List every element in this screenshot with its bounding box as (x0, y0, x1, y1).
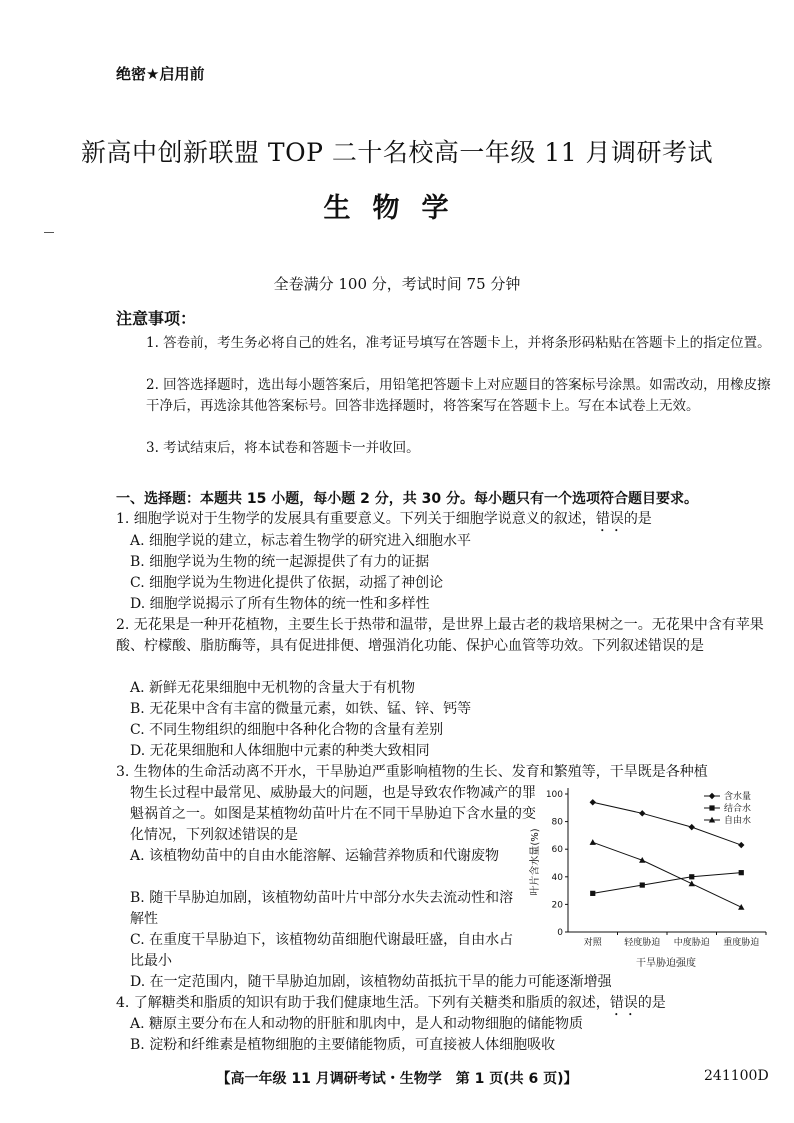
question-1-option-b: B. 细胞学说为生物的统一起源提供了有力的证据 (130, 554, 430, 570)
chart-x-axis-label: 干旱胁迫强度 (636, 958, 696, 969)
notice-heading: 注意事项： (116, 309, 197, 328)
paper-code: 241100D (704, 1068, 769, 1084)
question-3-option-d: D. 在一定范围内，随干旱胁迫加剧，该植物幼苗抵抗干旱的能力可能逐渐增强 (130, 974, 612, 990)
notice-item-3: 3. 考试结束后，将本试卷和答题卡一并收回。 (146, 440, 420, 456)
chart-series-line-0 (593, 802, 742, 845)
chart-y-tick-label: 60 (551, 845, 563, 856)
question-3-option-b: B. 随干旱胁迫加剧，该植物幼苗叶片中部分水失去流动性和溶解性 (130, 890, 514, 927)
question-2-option-b: B. 无花果中含有丰富的微量元素，如铁、锰、锌、钙等 (130, 701, 472, 717)
question-1-option-a: A. 细胞学说的建立，标志着生物学的研究进入细胞水平 (130, 533, 472, 549)
exam-meta: 全卷满分 100 分，考试时间 75 分钟 (273, 275, 521, 293)
question-4-stem-text: 4. 了解糖类和脂质的知识有助于我们健康地生活。下列有关糖类和脂质的叙述， (116, 995, 610, 1011)
chart-y-tick-label: 100 (545, 790, 563, 800)
chart-legend-label: 结合水 (724, 804, 752, 814)
question-2-option-c: C. 不同生物组织的细胞中各种化合物的含量有差别 (130, 722, 444, 738)
exam-title: 新高中创新联盟 TOP 二十名校高一年级 11 月调研考试 (80, 138, 714, 167)
chart-point-1-0 (590, 891, 595, 896)
page-footer: 【高一年级 11 月调研考试・生物学 第 1 页(共 6 页)】 (216, 1071, 578, 1087)
question-4-option-a: A. 糖原主要分布在人和动物的肝脏和肌肉中，是人和动物细胞的储能物质 (130, 1016, 584, 1032)
chart-x-tick-label: 对照 (583, 938, 602, 948)
question-1-option-d: D. 细胞学说揭示了所有生物体的统一性和多样性 (130, 596, 430, 612)
chart-legend-marker (709, 805, 714, 810)
chart-legend-label: 自由水 (724, 816, 752, 826)
question-3-stem-rest: 物生长过程中最常见、威胁最大的问题，也是导致农作物减产的罪魁祸首之一。如图是某植物幼苗叶片在不同干旱胁迫下含水量的变化情况，下列叙述错误的是 (130, 785, 536, 843)
chart-y-tick-label: 20 (551, 900, 563, 911)
question-2-option-d: D. 无花果细胞和人体细胞中元素的种类大致相同 (130, 743, 430, 759)
question-1-option-c: C. 细胞学说为生物进化提供了依据，动摇了神创论 (130, 575, 444, 591)
chart-series-line-1 (593, 873, 742, 894)
chart-y-tick-label: 0 (557, 928, 563, 938)
chart-point-0-3 (738, 842, 744, 848)
chart-point-0-1 (639, 810, 645, 816)
chart-x-tick-label: 中度胁迫 (673, 938, 710, 948)
chart-point-2-2 (689, 881, 695, 887)
chart-y-tick-label: 80 (551, 817, 563, 828)
chart-legend-marker (709, 793, 715, 799)
question-1-emphasis: 错误 (595, 511, 624, 527)
question-3-option-a: A. 该植物幼苗中的自由水能溶解、运输营养物质和代谢废物 (130, 848, 500, 864)
section-heading: 一、选择题：本题共 15 小题，每小题 2 分，共 30 分。每小题只有一个选项符合题目要求。 (116, 491, 698, 507)
chart-y-axis-label: 叶片含水量(%) (530, 828, 541, 896)
question-4-option-b: B. 淀粉和纤维素是植物细胞的主要储能物质，可直接被人体细胞吸收 (130, 1037, 556, 1053)
question-4-stem-end: 的是 (637, 995, 666, 1011)
chart-point-2-0 (590, 839, 596, 845)
chart-point-1-3 (739, 870, 744, 875)
question-3-stem-line1: 3. 生物体的生命活动离不开水，干旱胁迫严重影响植物的生长、发育和繁殖等，干旱既是各种植 (116, 764, 708, 780)
question-2-stem: 2. 无花果是一种开花植物，主要生长于热带和温带，是世界上最古老的栽培果树之一。无花果中含有苹果酸、柠檬酸、脂肪酶等，具有促进排便、增强消化功能、保护心血管等功效。下列叙述错误的是 (116, 617, 764, 654)
chart-y-tick-label: 40 (551, 872, 563, 883)
chart-x-tick-label: 轻度胁迫 (624, 938, 661, 948)
question-1-stem-text: 1. 细胞学说对于生物学的发展具有重要意义。下列关于细胞学说意义的叙述， (116, 511, 596, 527)
scan-edge-mark (44, 232, 54, 233)
notice-item-1: 1. 答卷前，考生务必将自己的姓名，准考证号填写在答题卡上，并将条形码粘贴在答题卡上的指定位置。 (146, 335, 771, 351)
chart-legend-label: 含水量 (724, 792, 752, 802)
question-4-emphasis: 错误 (609, 995, 638, 1011)
chart-point-1-2 (689, 874, 694, 879)
chart-x-tick-label: 重度胁迫 (723, 938, 760, 948)
chart-point-0-0 (590, 799, 596, 805)
question-2-option-a: A. 新鲜无花果细胞中无机物的含量大于有机物 (130, 680, 416, 696)
chart-point-0-2 (689, 824, 695, 830)
question-1-stem-end: 的是 (623, 511, 652, 527)
subject-title: 生物学 (323, 193, 471, 224)
chart-point-2-3 (738, 904, 744, 910)
notice-item-2: 2. 回答选择题时，选出每小题答案后，用铅笔把答题卡上对应题目的答案标号涂黑。如需改动，用橡皮擦干净后，再选涂其他答案标号。回答非选择题时，将答案写在答题卡上。写在本试卷上无效。 (146, 377, 771, 414)
chart-point-1-1 (640, 882, 645, 887)
question-3-option-c: C. 在重度干旱胁迫下，该植物幼苗细胞代谢最旺盛，自由水占比最小 (130, 932, 514, 969)
water-content-chart (526, 782, 776, 970)
confidential-label: 绝密★启用前 (116, 65, 205, 83)
